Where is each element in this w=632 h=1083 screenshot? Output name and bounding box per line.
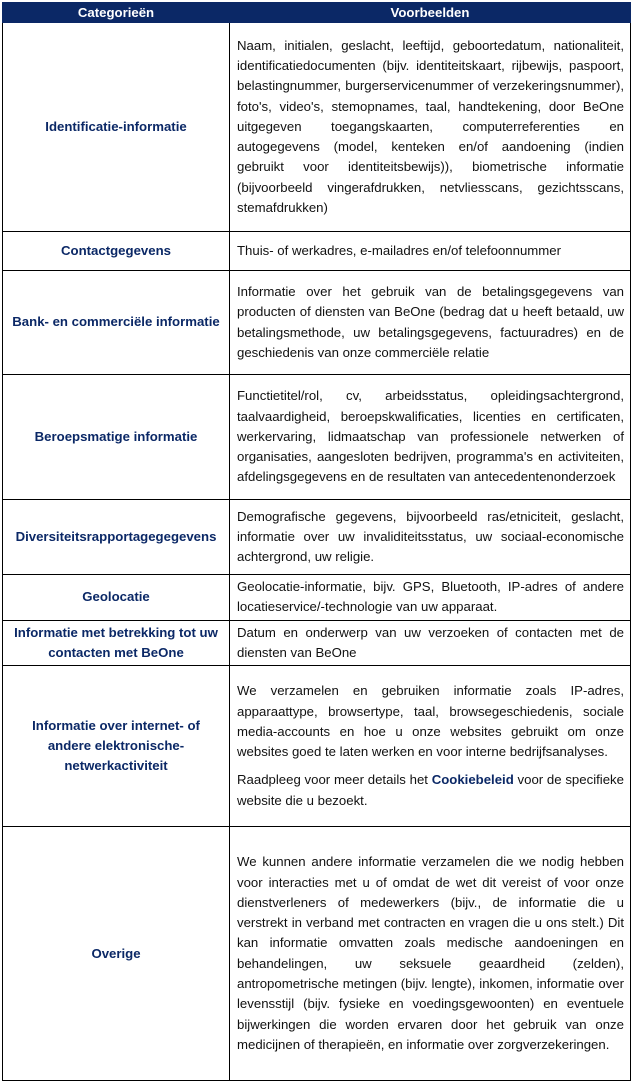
data-categories-table [2,2,631,1081]
category-cell: Informatie met betrekking tot uw contacten met BeOne [3,620,230,666]
table-row [3,827,631,1081]
category-cell: Contactgegevens [3,232,230,271]
example-cell: Thuis- of werkadres, e-mailadres en/of telefoonnummer [230,232,631,271]
table-header-row [3,3,631,23]
table-row [3,375,631,500]
table-row [3,620,631,666]
example-paragraph: We verzamelen en gebruiken informatie zoals IP-adres, apparaattype, browsertype, taal, browsegeschiedenis, sociale media-accounts en hoe u onze websites gebruikt om onze websites goed te laten werken en voor interne bedrijfsanalyses. [237,683,624,760]
reference-text-before: Raadpleeg voor meer details het [237,772,428,788]
category-cell: Bank- en commerciële informatie [3,271,230,375]
category-cell: Beroepsmatige informatie [3,375,230,500]
reference-text-after: voor de specifieke website die u bezoekt. [237,772,624,808]
example-cell [230,666,631,827]
example-cell: Functietitel/rol, cv, arbeidsstatus, opleidingsachtergrond, taalvaardigheid, beroepskwalificaties, licenties en certificaten, werkervaring, lidmaatschap van professionele netwerken of organisaties, aangesloten bedrijven, programma's en activiteiten, afdelingsgegevens en de resultaten van antecedentenonderzoek [230,375,631,500]
cookie-policy-link[interactable]: Cookiebeleid [431,772,514,788]
table-row [3,500,631,575]
header-categories: Categorieën [3,3,230,23]
example-cell: Geolocatie-informatie, bijv. GPS, Bluetooth, IP-adres of andere locatieservice/-technologie van uw apparaat. [230,575,631,621]
table-row [3,271,631,375]
header-examples: Voorbeelden [230,3,631,23]
table-row [3,575,631,621]
example-cell: Demografische gegevens, bijvoorbeeld ras/etniciteit, geslacht, informatie over uw invaliditeitsstatus, uw sociaal-economische achtergrond, uw religie. [230,500,631,575]
table-row [3,666,631,827]
example-cell: Naam, initialen, geslacht, leeftijd, geboortedatum, nationaliteit, identificatiedocumenten (bijv. identiteitskaart, rijbewijs, paspoort, belastingnummer, burgerservicenummer of verzekeringsnummer), foto's, video's, stemopnames, taal, handtekening, door BeOne uitgegeven toegangskaarten, computerreferenties en autogegevens (model, kenteken en/of aandoening (indien gebruikt voor identiteitsbewijs)), biometrische informatie (bijvoorbeeld vingerafdrukken, netvliesscans, gezichtsscans, stemafdrukken) [230,23,631,232]
table-row [3,23,631,232]
example-cell: We kunnen andere informatie verzamelen die we nodig hebben voor interacties met u of omdat de wet dit vereist of voor onze dienstverleners of medewerkers (bijv., de informatie die u verstrekt in verband met contracten en vragen die u ons stelt.) Dit kan informatie omvatten zoals medische aandoeningen en behandelingen, uw seksuele geaardheid (zelden), antropometrische metingen (bijv. lengte), inkomen, informatie over levensstijl (bijv. fysieke en voedingsgewoonten) en eventuele bijwerkingen die worden ervaren door het gebruik van onze medicijnen of therapieën, en informatie over zorgverzekeringen. [230,827,631,1081]
category-cell: Identificatie-informatie [3,23,230,232]
category-cell: Geolocatie [3,575,230,621]
table-row [3,232,631,271]
category-cell: Informatie over internet- of andere elektronische-netwerkactiviteit [3,666,230,827]
example-cell: Informatie over het gebruik van de betalingsgegevens van producten of diensten van BeOne (bedrag dat u heeft betaald, uw betalingsmethode, uw betalingsgegevens, factuuradres) en de geschiedenis van onze commerciële relatie [230,271,631,375]
example-paragraph-reference [237,770,624,811]
example-cell: Datum en onderwerp van uw verzoeken of contacten met de diensten van BeOne [230,620,631,666]
category-cell: Diversiteitsrapportagegegevens [3,500,230,575]
category-cell: Overige [3,827,230,1081]
